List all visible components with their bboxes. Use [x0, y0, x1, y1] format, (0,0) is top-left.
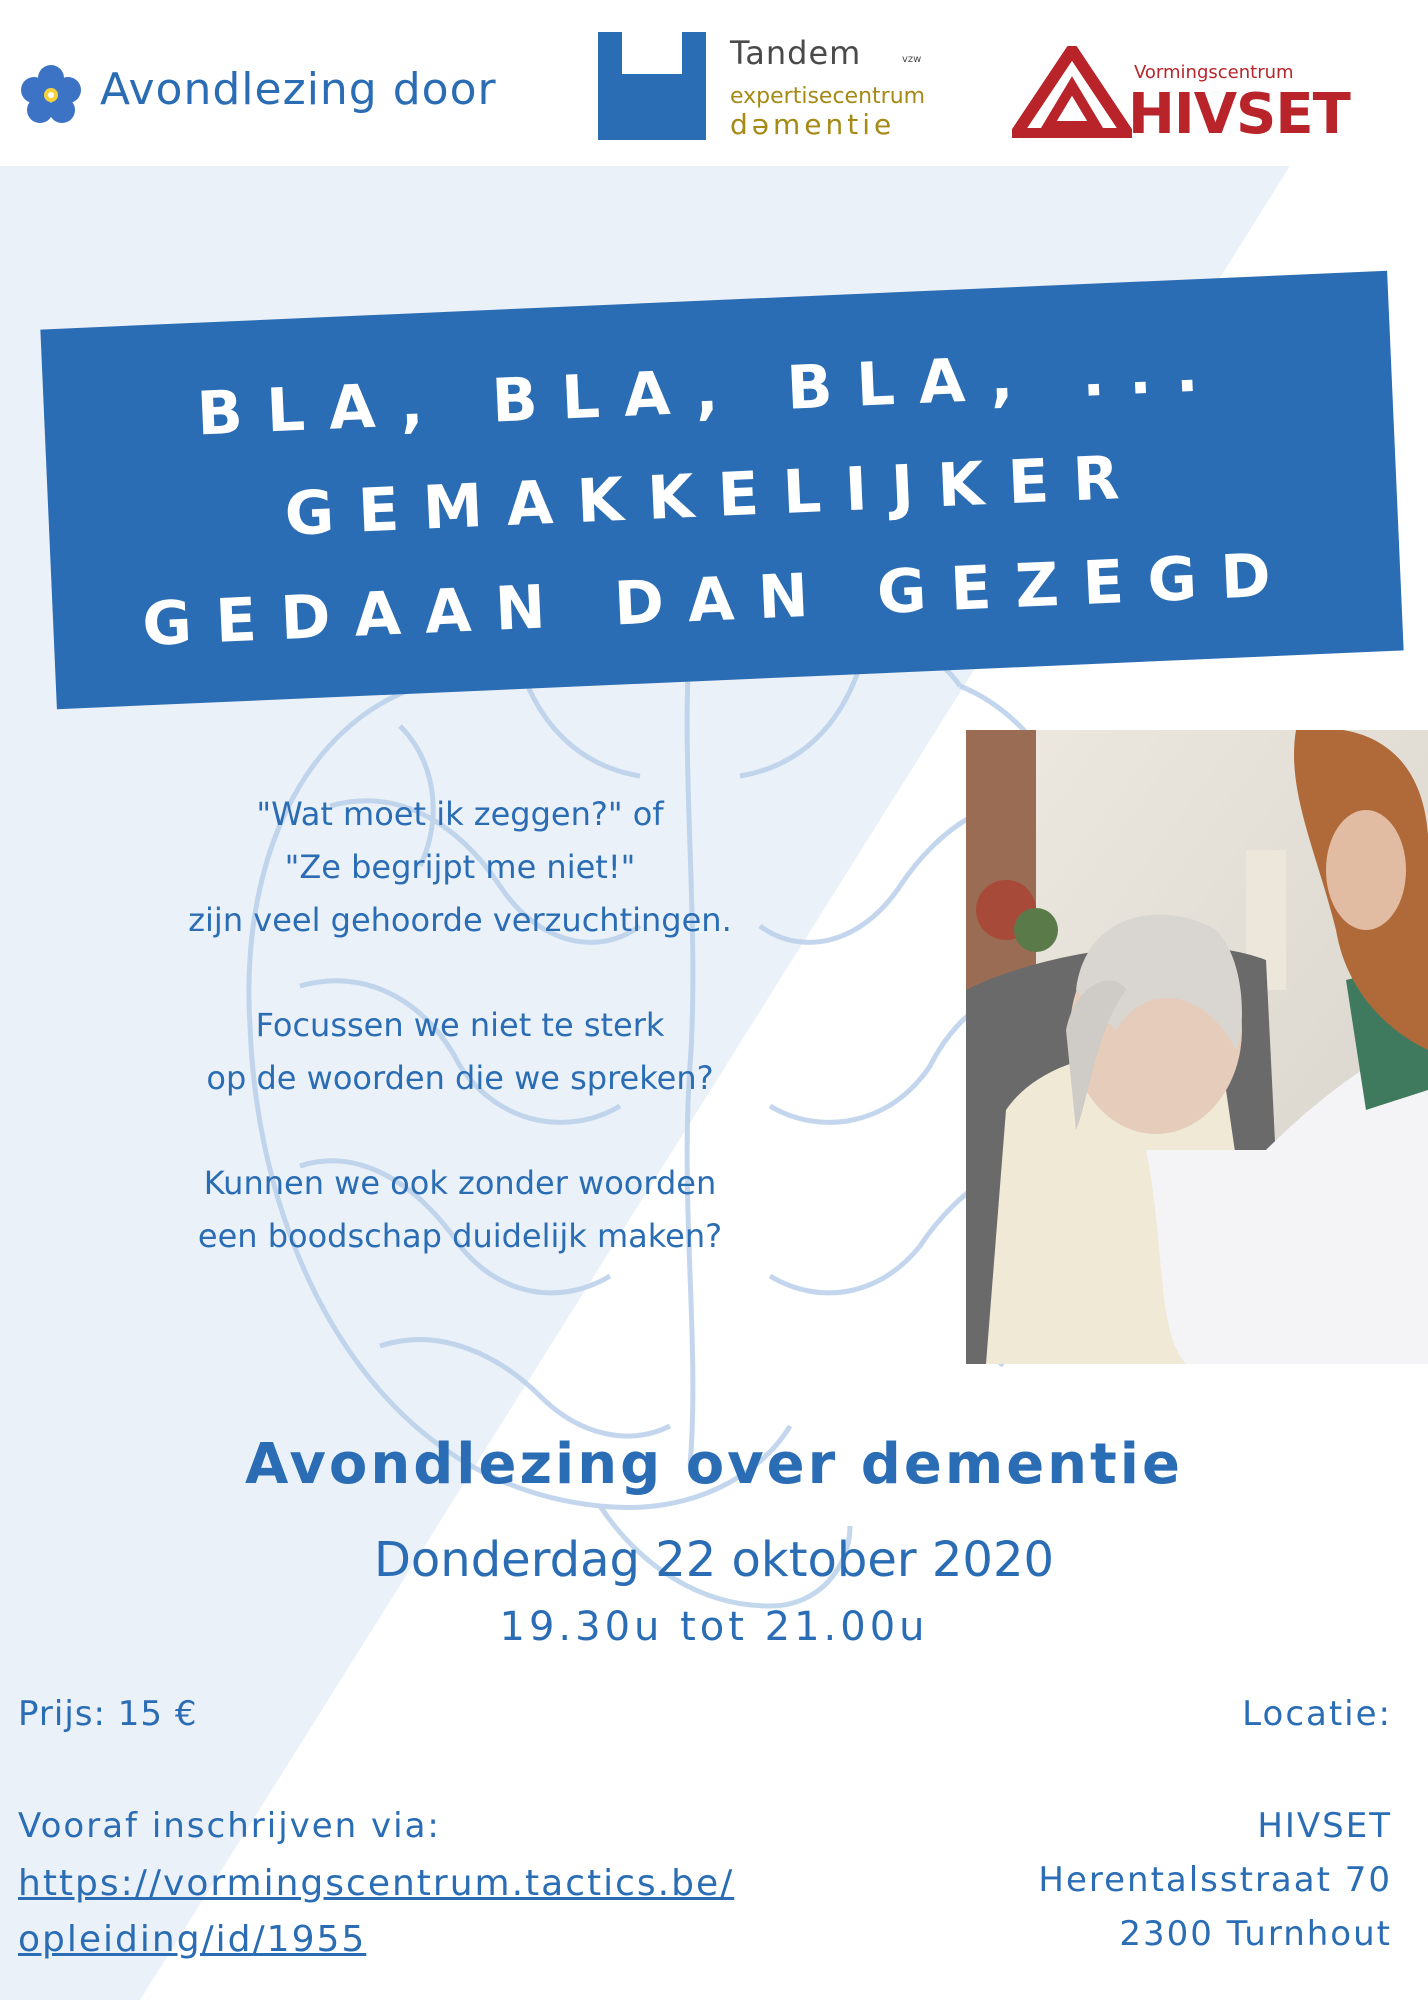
location-street: Herentalsstraat 70: [1038, 1860, 1392, 1900]
tandem-logo-icon: [598, 32, 706, 140]
tandem-vzw: vzw: [902, 54, 922, 65]
hivset-name: HIVSET: [1128, 82, 1350, 147]
title-text: [74, 312, 1354, 679]
caregiver-photo: [966, 730, 1428, 1364]
tandem-subtitle-dementie: dəmentie: [730, 108, 896, 141]
intro-line: op de woorden die we spreken?: [206, 1059, 714, 1097]
location-name: HIVSET: [1257, 1806, 1392, 1846]
intro-text: [96, 788, 824, 1263]
forget-me-not-icon: [18, 62, 84, 128]
header-intro-text: Avondlezing door: [100, 64, 497, 115]
price: Prijs: 15 €: [18, 1694, 198, 1734]
registration-link-line-2[interactable]: opleiding/id/1955: [18, 1919, 367, 1960]
intro-line: "Ze begrijpt me niet!": [284, 848, 636, 886]
tandem-subtitle-expertisecentrum: expertisecentrum: [730, 84, 926, 109]
location-label: Locatie:: [1242, 1694, 1392, 1734]
event-title: Avondlezing over dementie: [245, 1432, 1183, 1497]
event-time: 19.30u tot 21.00u: [499, 1604, 929, 1650]
intro-line: "Wat moet ik zeggen?" of: [256, 795, 664, 833]
hivset-subtitle: Vormingscentrum: [1134, 62, 1294, 83]
tandem-name: Tandem: [730, 34, 862, 72]
title-line-2: GEMAKKELIJKER: [283, 442, 1145, 550]
location-city: 2300 Turnhout: [1119, 1914, 1392, 1954]
intro-line: zijn veel gehoorde verzuchtingen.: [188, 901, 732, 939]
registration-link[interactable]: [18, 1856, 734, 1968]
hivset-triangle-logo-icon: [1012, 46, 1132, 138]
title-line-3: GEDAAN DAN GEZEGD: [140, 539, 1297, 661]
header: [0, 0, 1428, 166]
intro-line: Focussen we niet te sterk: [255, 1006, 665, 1044]
title-line-1: BLA, BLA, BLA, ...: [195, 334, 1224, 450]
registration-link-line-1[interactable]: https://vormingscentrum.tactics.be/: [18, 1863, 735, 1904]
event-date: Donderdag 22 oktober 2020: [373, 1532, 1055, 1588]
registration-label: Vooraf inschrijven via:: [18, 1806, 441, 1846]
intro-line: Kunnen we ook zonder woorden: [203, 1164, 717, 1202]
intro-line: een boodschap duidelijk maken?: [197, 1217, 723, 1255]
